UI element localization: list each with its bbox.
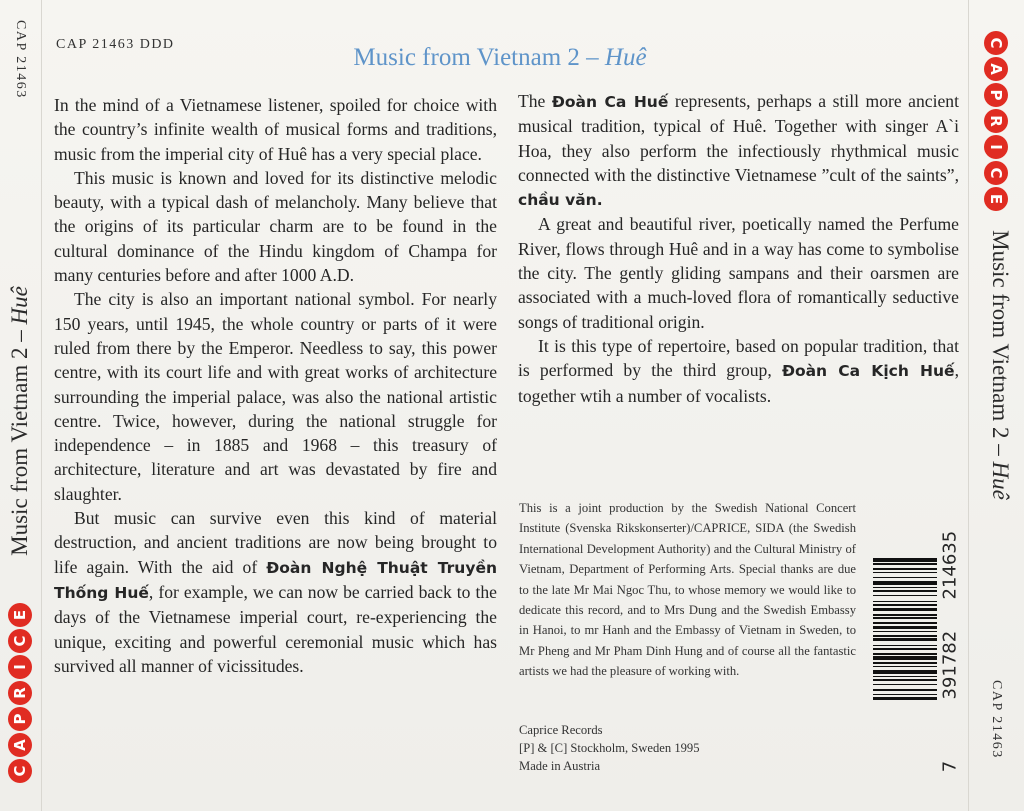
logo-letter: C — [8, 759, 32, 783]
logo-letter: A — [984, 57, 1008, 81]
spine-right-title: Music from Vietnam 2 – Huê — [988, 230, 1013, 500]
logo-letter: A — [8, 733, 32, 757]
barcode-bar — [873, 666, 937, 667]
logo-letter: C — [984, 31, 1008, 55]
caprice-logo-left — [8, 602, 32, 784]
record-label-info — [519, 721, 700, 775]
barcode-bar — [873, 676, 937, 677]
barcode-bar — [873, 563, 937, 564]
logo-letter: I — [984, 135, 1008, 159]
spine-left-title: Music from Vietnam 2 – Huê — [7, 286, 32, 556]
liner-notes-column-1 — [54, 93, 497, 678]
barcode-bar — [873, 572, 937, 573]
barcode-bar — [873, 653, 937, 654]
barcode-bar — [873, 670, 937, 674]
barcode-bar — [873, 662, 937, 664]
barcode-bar — [873, 679, 937, 681]
logo-letter: I — [8, 655, 32, 679]
barcode-bar — [873, 601, 937, 602]
paragraph: But music can survive even this kind of material destruction, and ancient traditions are now being brought to life again. With the aid of Đoàn Nghệ Thuật Truyền Thống Huế, for example, we can now be carried back to the days of the Vietnamese imperial court, re-experiencing the unique, exciting and powerful ceremonial music which has survived all manner of vicissitudes. — [54, 508, 497, 676]
logo-letter: P — [8, 707, 32, 731]
paragraph: This music is known and loved for its distinctive melodic beauty, with a typical dash of melancholy. Many believe that the origins of its particular charm are to be found in the cultural dominance of the Hindu kingdom of Champa for many centuries before and after 1000 A.D. — [54, 167, 497, 286]
barcode-bar — [873, 617, 937, 618]
logo-letter: C — [984, 161, 1008, 185]
credits-text: This is a joint production by the Swedish National Concert Institute (Svenska Rikskonserter)/CAPRICE, SIDA (the Swedish International Development Authority) and the Cultural Ministry of Vietnam, Department of Performing Arts. Special thanks are due to the late Mr Mai Ngoc Thu, to whose memory we would like to dedicate this record, and to Mrs Dung and the Swedish Embassy in Hanoi, to mr Hanh and the Embassy of Vietnam in Sweden, to Mr Pheng and Mr Pham Dinh Hung and of course all the fantastic artists we had the pleasure of working with. — [519, 501, 856, 679]
barcode-digits — [935, 530, 965, 786]
barcode-digit-group: 7 — [939, 760, 961, 773]
barcode-bar — [873, 622, 937, 624]
barcode-bar — [873, 645, 937, 646]
barcode-bar — [873, 558, 937, 562]
spine-left-catalog: CAP 21463 — [13, 20, 28, 99]
barcode-bar — [873, 626, 937, 630]
barcode-bar — [873, 689, 937, 690]
credits-block — [519, 498, 856, 682]
right-spine — [970, 0, 1024, 811]
barcode-bar — [873, 631, 937, 632]
barcode-bar — [873, 577, 937, 578]
copyright-line: [P] & [C] Stockholm, Sweden 1995 — [519, 741, 700, 755]
barcode-bar — [873, 694, 937, 695]
logo-letter: R — [8, 681, 32, 705]
barcode-bar — [873, 697, 937, 701]
barcode-bar — [873, 587, 937, 588]
barcode-bar — [873, 635, 937, 636]
barcode-bar — [873, 590, 937, 592]
barcode-bar — [873, 604, 937, 606]
left-spine-fold — [41, 0, 42, 811]
manufacture-line: Made in Austria — [519, 759, 601, 773]
barcode-bar — [873, 684, 937, 685]
page-title: Music from Vietnam 2 – Huê — [353, 44, 647, 71]
paragraph: It is this type of repertoire, based on popular tradition, that is performed by the third group, Đoàn Ca Kịch Huế, together wtih a number of vocalists. — [518, 335, 959, 406]
right-spine-fold — [968, 0, 969, 811]
paragraph: A great and beautiful river, poetically named the Perfume River, flows through Huê and in a way has come to symbolise the city. The gently gliding sampans and their oarsmen are associated with a much-loved flora of romantically seductive songs of traditional origin. — [518, 214, 959, 332]
paragraph: In the mind of a Vietnamese listener, spoiled for choice with the country’s infinite wealth of musical forms and traditions, music from the imperial city of Huê has a very special place. — [54, 95, 497, 164]
barcode-bar — [873, 648, 937, 650]
catalog-number: CAP 21463 DDD — [56, 37, 175, 52]
liner-notes-column-2 — [518, 89, 959, 408]
logo-letter: E — [8, 603, 32, 627]
barcode-bar — [873, 656, 937, 660]
spine-right-catalog: CAP 21463 — [989, 680, 1004, 759]
barcode-bar — [873, 568, 937, 570]
barcode-bar — [873, 595, 937, 596]
barcode-digit-group: 391782 — [939, 630, 961, 700]
logo-letter: R — [984, 109, 1008, 133]
label-name: Caprice Records — [519, 723, 603, 737]
barcode-bar — [873, 638, 937, 640]
barcode-bar — [873, 581, 937, 585]
left-spine — [0, 0, 40, 811]
barcode-digit-group: 214635 — [939, 530, 961, 600]
logo-letter: C — [8, 629, 32, 653]
barcode-bar — [873, 614, 937, 615]
barcode-bar — [873, 608, 937, 612]
logo-letter: E — [984, 187, 1008, 211]
logo-letter: P — [984, 83, 1008, 107]
paragraph: The Đoàn Ca Huế represents, perhaps a still more ancient musical tradition, typical of Huê. Together with singer A`i Hoa, they also perform the infectiously rhythmical music connected with the distinctive Vietnamese ”cult of the saints”, chầu văn. — [518, 91, 959, 210]
paragraph: The city is also an important national symbol. For nearly 150 years, until 1945, the whole country or parts of it were ruled from there by the Emperor. Needless to say, this power centre, with its court life and with great works of architecture surrounding the imperial palace, was also the national artistic centre. Twice, however, during the national struggle for independence – in 1885 and 1968 – this treasury of architecture, literature and art was devastated by fire and slaughter. — [54, 289, 497, 504]
